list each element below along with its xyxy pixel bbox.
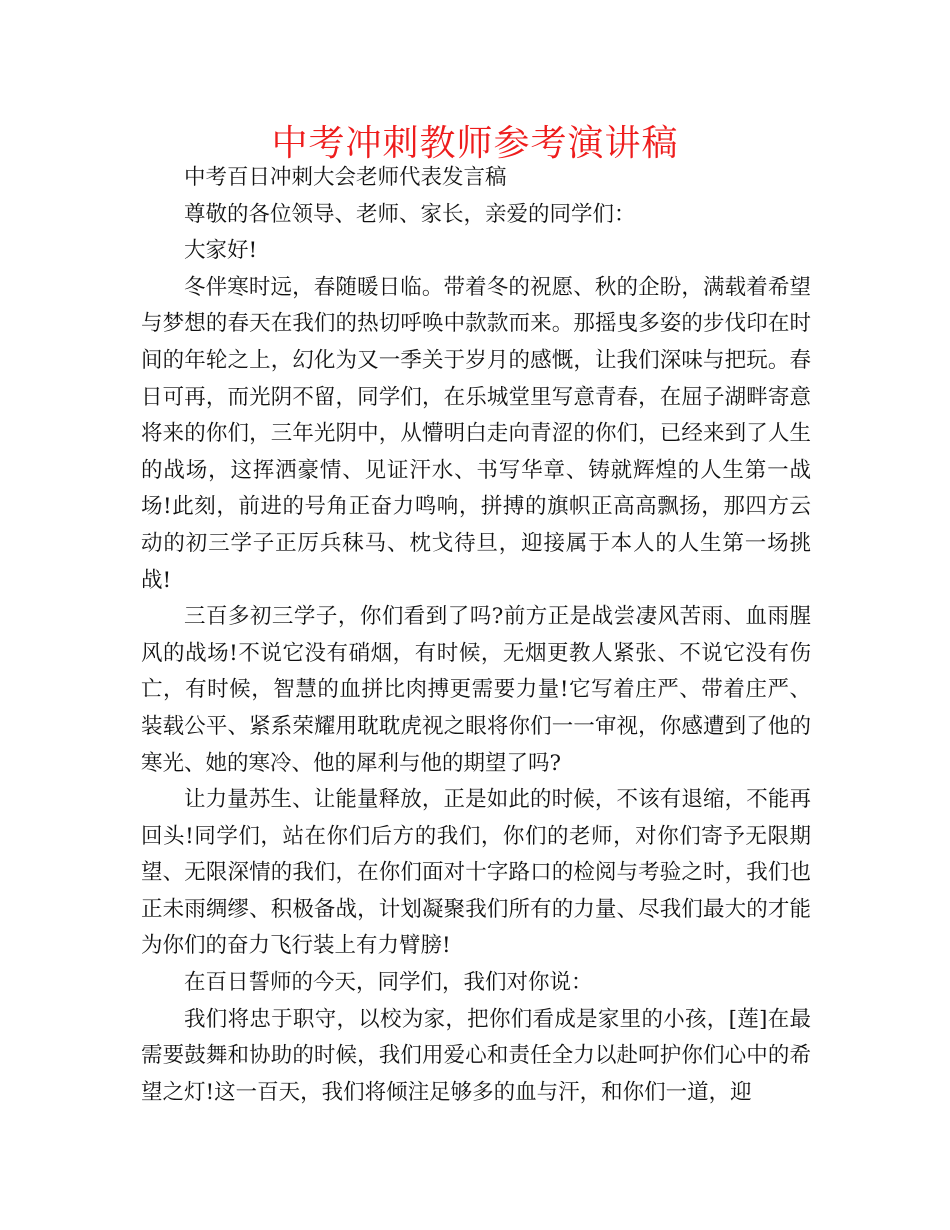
paragraph: 在百日誓师的今天，同学们，我们对你说： [184, 970, 593, 996]
paragraph: 让力量苏生、让能量释放，正是如此的时候，不该有退缩，不能再回头!同学们，站在你们后方的我们，你们的老师，对你们寄予无限期望、无限深情的我们，在你们面对十字路口的检阅与考验之时，我们也正未雨绸缪、积极备战，计划凝聚我们所有的力量、尽我们最大的才能为你们的奋力飞行装上有力臂膀! [141, 787, 811, 959]
paragraph: 冬伴寒时远，春随暖日临。带着冬的祝愿、秋的企盼，满载着希望与梦想的春天在我们的热切呼唤中款款而来。那摇曳多姿的步伐印在时间的年轮之上，幻化为又一季关于岁月的感慨，让我们深味与把玩。春日可再，而光阴不留，同学们，在乐城堂里写意青春，在屈子湖畔寄意将来的你们，三年光阴中，从懵明白走向青涩的你们，已经来到了人生的战场，这挥洒豪情、见证汗水、书写华章、铸就辉煌的人生第一战场!此刻，前进的号角正奋力鸣响，拼搏的旗帜正高高飘扬，那四方云动的初三学子正厉兵秣马、枕戈待旦，迎接属于本人的人生第一场挑战! [141, 274, 811, 593]
paragraph-heading: 中考百日冲刺大会老师代表发言稿 [184, 165, 507, 190]
paragraph: 三百多初三学子，你们看到了吗?前方正是战尝凄风苦雨、血雨腥风的战场!不说它没有硝烟，有时候，无烟更教人紧张、不说它没有伤亡，有时候，智慧的血拼比肉搏更需要力量!它写着庄严、带着庄严、装载公平、紧系荣耀用耽耽虎视之眼将你们一一审视，你感遭到了他的寒光、她的寒冷、他的犀利与他的期望了吗? [141, 604, 811, 776]
paragraph-greeting: 大家好! [184, 238, 258, 264]
paragraph-salutation: 尊敬的各位领导、老师、家长，亲爱的同学们： [184, 201, 636, 227]
document-title: 中考冲刺教师参考演讲稿 [271, 123, 679, 164]
document-body [141, 160, 811, 1111]
paragraph: 我们将忠于职守，以校为家，把你们看成是家里的小孩，[莲]在最需要鼓舞和协助的时候，我们用爱心和责任全力以赴呵护你们心中的希望之灯!这一百天，我们将倾注足够多的血与汗，和你们一道，迎 [141, 1006, 811, 1105]
